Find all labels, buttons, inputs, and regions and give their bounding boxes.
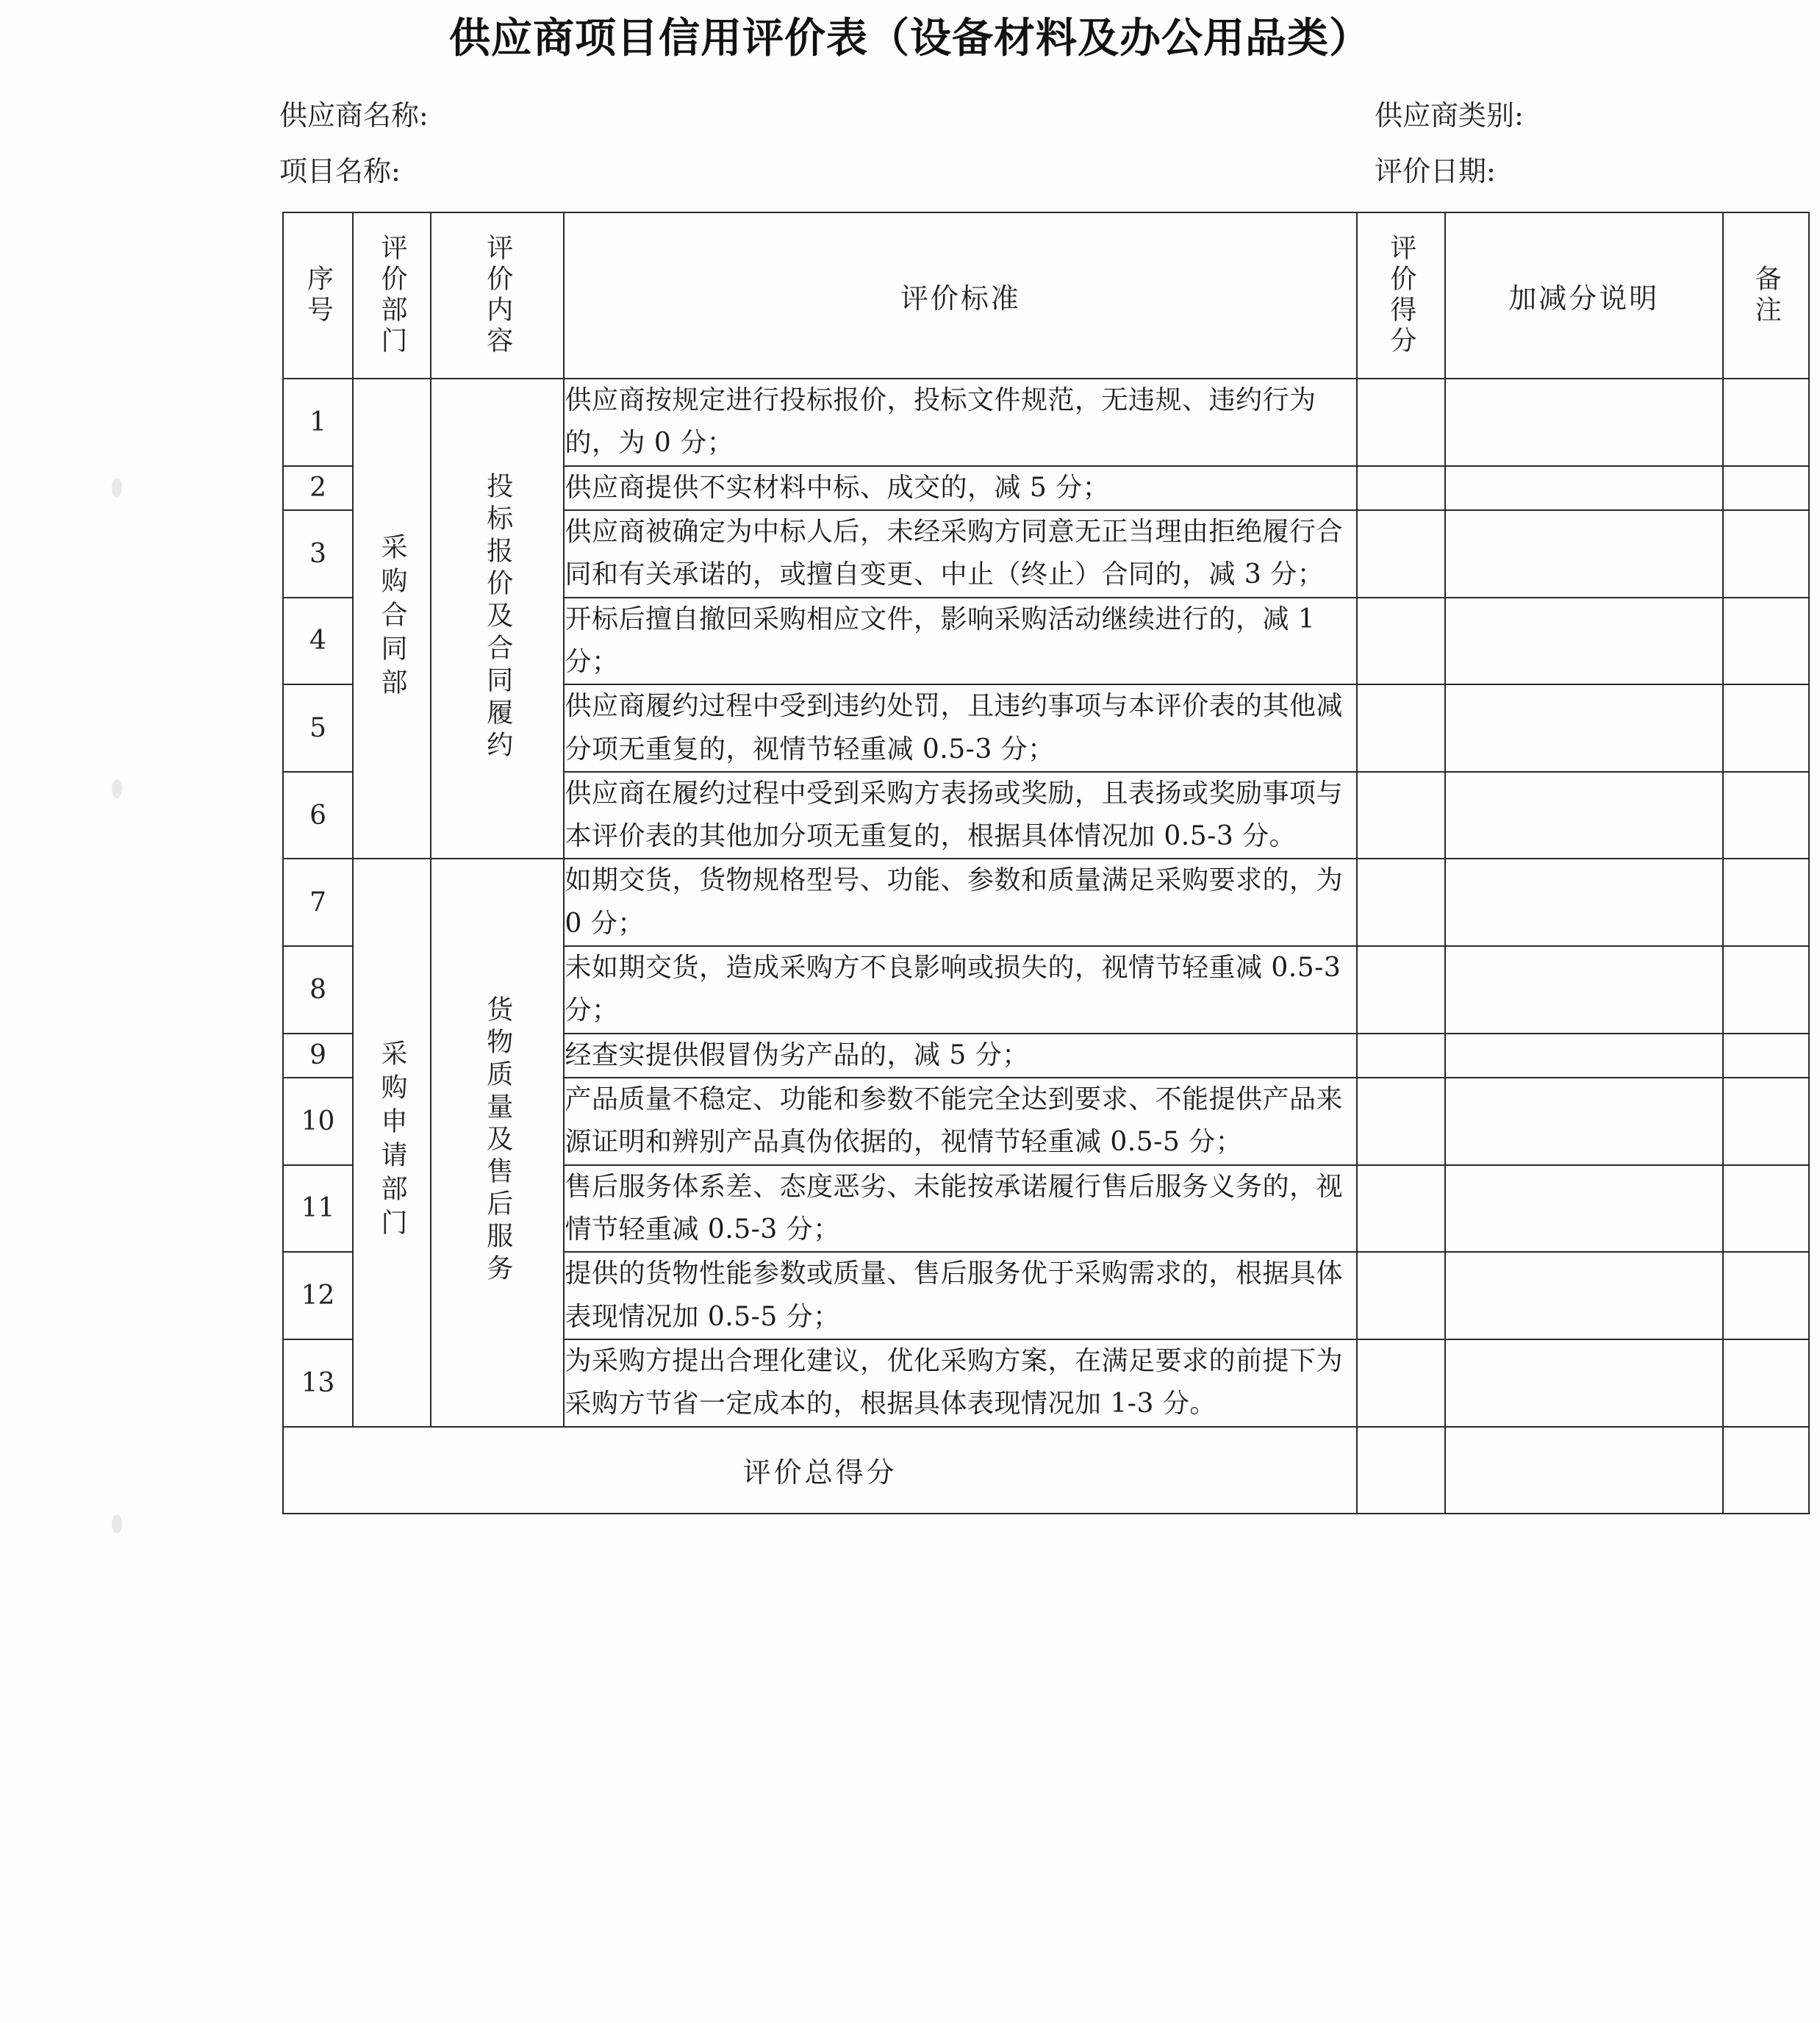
adjustment-input-cell[interactable] — [1445, 379, 1723, 466]
score-input-cell[interactable] — [1357, 598, 1444, 685]
group-content-label: 货物质量及售后服务 — [482, 995, 513, 1287]
total-remark-input-cell[interactable] — [1723, 1427, 1809, 1514]
header-row-2 — [279, 148, 1808, 190]
criteria-text: 如期交货，货物规格型号、功能、参数和质量满足采购要求的，为 0 分； — [564, 859, 1357, 946]
criteria-text: 供应商提供不实材料中标、成交的，减 5 分； — [564, 466, 1357, 510]
column-header-remark — [1723, 212, 1809, 379]
header-row-1 — [279, 93, 1808, 134]
total-adjustment-input-cell[interactable] — [1445, 1427, 1723, 1514]
column-header-standard — [564, 212, 1357, 379]
adjustment-input-cell[interactable] — [1445, 1339, 1723, 1427]
remark-input-cell[interactable] — [1723, 1165, 1809, 1253]
remark-input-cell[interactable] — [1723, 466, 1809, 510]
remark-input-cell[interactable] — [1723, 1252, 1809, 1339]
adjustment-input-cell[interactable] — [1445, 684, 1723, 772]
criteria-text: 供应商被确定为中标人后，未经采购方同意无正当理由拒绝履行合同和有关承诺的，或擅自变更、中止（终止）合同的，减 3 分； — [564, 510, 1357, 598]
group-content-cell — [431, 379, 564, 859]
group-department-label: 采购合同部 — [377, 532, 408, 702]
row-number: 1 — [283, 379, 353, 466]
evaluation-table-wrapper — [282, 212, 1810, 1514]
row-number: 8 — [283, 946, 353, 1034]
remark-input-cell[interactable] — [1723, 510, 1809, 598]
row-number: 11 — [283, 1165, 353, 1253]
adjustment-input-cell[interactable] — [1445, 859, 1723, 946]
column-header-adjustment-label: 加减分说明 — [1508, 282, 1660, 315]
criteria-text: 产品质量不稳定、功能和参数不能完全达到要求、不能提供产品来源证明和辨别产品真伪依据的，视情节轻重减 0.5-5 分； — [564, 1078, 1357, 1165]
group-department-label: 采购申请部门 — [377, 1039, 408, 1243]
remark-input-cell[interactable] — [1723, 1034, 1809, 1078]
column-header-content-label: 评价内容 — [482, 234, 513, 357]
adjustment-input-cell[interactable] — [1445, 1165, 1723, 1253]
group-content-label: 投标报价及合同履约 — [482, 471, 513, 763]
row-number: 7 — [283, 859, 353, 946]
remark-input-cell[interactable] — [1723, 1339, 1809, 1427]
criteria-text: 供应商履约过程中受到违约处罚，且违约事项与本评价表的其他减分项无重复的，视情节轻重减 0.5-3 分； — [564, 684, 1357, 772]
total-row — [283, 1427, 1809, 1514]
criteria-text: 供应商在履约过程中受到采购方表扬或奖励，且表扬或奖励事项与本评价表的其他加分项无重复的，根据具体情况加 0.5-3 分。 — [564, 772, 1357, 859]
column-header-no-label: 序号 — [303, 265, 334, 326]
column-header-score-label: 评价得分 — [1386, 234, 1416, 357]
adjustment-input-cell[interactable] — [1445, 510, 1723, 598]
criteria-text: 经查实提供假冒伪劣产品的，减 5 分； — [564, 1034, 1357, 1078]
remark-input-cell[interactable] — [1723, 379, 1809, 466]
row-number: 6 — [283, 772, 353, 859]
score-input-cell[interactable] — [1357, 466, 1444, 510]
score-input-cell[interactable] — [1357, 1034, 1444, 1078]
supplier-category-label: 供应商类别: — [1375, 99, 1524, 132]
score-input-cell[interactable] — [1357, 379, 1444, 466]
adjustment-input-cell[interactable] — [1445, 1034, 1723, 1078]
adjustment-input-cell[interactable] — [1445, 946, 1723, 1034]
score-input-cell[interactable] — [1357, 1165, 1444, 1253]
scan-artifact — [112, 779, 122, 798]
adjustment-input-cell[interactable] — [1445, 466, 1723, 510]
column-header-dept — [353, 212, 431, 379]
evaluation-table — [282, 212, 1810, 1514]
group-department-cell — [353, 379, 431, 859]
adjustment-input-cell[interactable] — [1445, 1252, 1723, 1339]
project-name-label: 项目名称: — [279, 155, 401, 187]
table-row — [283, 859, 1809, 946]
criteria-text: 售后服务体系差、态度恶劣、未能按承诺履行售后服务义务的，视情节轻重减 0.5-3 分； — [564, 1165, 1357, 1253]
page-title: 供应商项目信用评价表（设备材料及办公用品类） — [449, 14, 1371, 62]
criteria-text: 开标后擅自撤回采购相应文件，影响采购活动继续进行的，减 1 分； — [564, 598, 1357, 685]
score-input-cell[interactable] — [1357, 1078, 1444, 1165]
score-input-cell[interactable] — [1357, 772, 1444, 859]
column-header-no — [283, 212, 353, 379]
score-input-cell[interactable] — [1357, 1252, 1444, 1339]
row-number: 9 — [283, 1034, 353, 1078]
criteria-text: 提供的货物性能参数或质量、售后服务优于采购需求的，根据具体表现情况加 0.5-5 分； — [564, 1252, 1357, 1339]
evaluation-date-label: 评价日期: — [1375, 155, 1496, 187]
column-header-content — [431, 212, 564, 379]
row-number: 12 — [283, 1252, 353, 1339]
remark-input-cell[interactable] — [1723, 598, 1809, 685]
total-row-label: 评价总得分 — [283, 1427, 1357, 1514]
score-input-cell[interactable] — [1357, 684, 1444, 772]
row-number: 13 — [283, 1339, 353, 1427]
adjustment-input-cell[interactable] — [1445, 598, 1723, 685]
row-number: 5 — [283, 684, 353, 772]
scan-artifact — [112, 1514, 122, 1533]
score-input-cell[interactable] — [1357, 946, 1444, 1034]
group-content-cell — [431, 859, 564, 1426]
column-header-standard-label: 评价标准 — [900, 282, 1021, 315]
remark-input-cell[interactable] — [1723, 946, 1809, 1034]
adjustment-input-cell[interactable] — [1445, 1078, 1723, 1165]
row-number: 4 — [283, 598, 353, 685]
remark-input-cell[interactable] — [1723, 684, 1809, 772]
criteria-text: 为采购方提出合理化建议，优化采购方案，在满足要求的前提下为采购方节省一定成本的，根据具体表现情况加 1-3 分。 — [564, 1339, 1357, 1427]
criteria-text: 未如期交货，造成采购方不良影响或损失的，视情节轻重减 0.5-3 分； — [564, 946, 1357, 1034]
score-input-cell[interactable] — [1357, 859, 1444, 946]
row-number: 3 — [283, 510, 353, 598]
group-department-cell — [353, 859, 431, 1426]
table-row — [283, 379, 1809, 466]
supplier-name-label: 供应商名称: — [279, 99, 429, 132]
remark-input-cell[interactable] — [1723, 1078, 1809, 1165]
column-header-score — [1357, 212, 1444, 379]
scan-artifact — [112, 478, 122, 497]
column-header-adjustment — [1445, 212, 1723, 379]
table-header-row — [283, 212, 1809, 379]
column-header-dept-label: 评价部门 — [377, 234, 408, 357]
column-header-remark-label: 备注 — [1751, 265, 1782, 326]
remark-input-cell[interactable] — [1723, 859, 1809, 946]
score-input-cell[interactable] — [1357, 510, 1444, 598]
criteria-text: 供应商按规定进行投标报价，投标文件规范，无违规、违约行为的，为 0 分； — [564, 379, 1357, 466]
total-score-input-cell[interactable] — [1357, 1427, 1444, 1514]
row-number: 10 — [283, 1078, 353, 1165]
adjustment-input-cell[interactable] — [1445, 772, 1723, 859]
row-number: 2 — [283, 466, 353, 510]
remark-input-cell[interactable] — [1723, 772, 1809, 859]
score-input-cell[interactable] — [1357, 1339, 1444, 1427]
